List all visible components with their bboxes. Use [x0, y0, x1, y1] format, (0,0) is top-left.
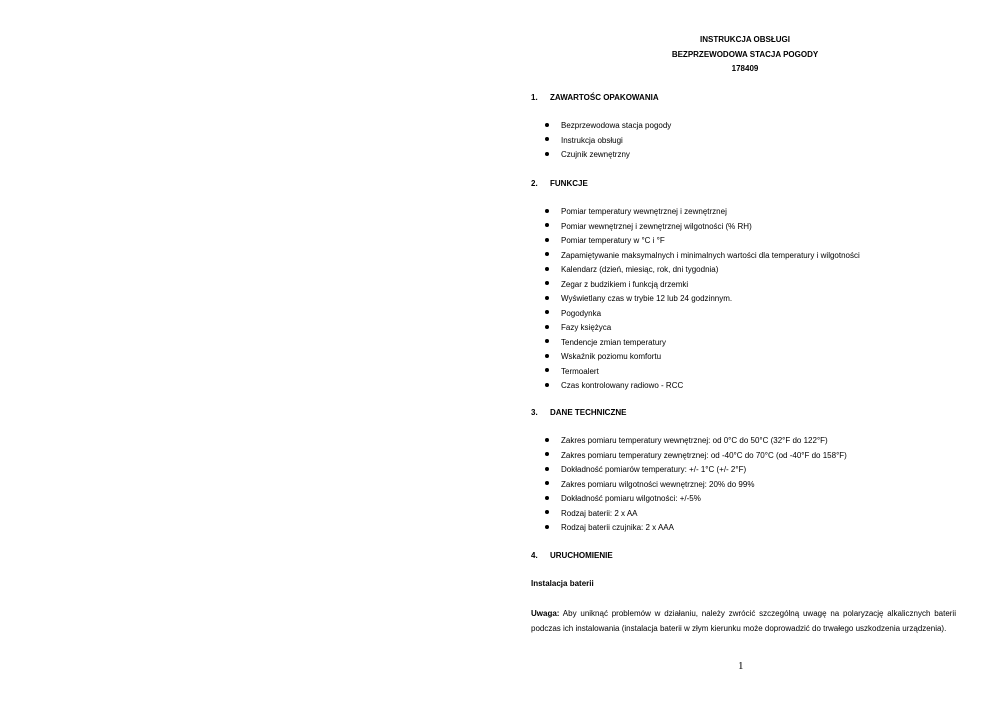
list-item: Dokładność pomiaru wilgotności: +/-5%	[545, 492, 847, 507]
list-item: Czas kontrolowany radiowo - RCC	[545, 379, 860, 394]
section-title: FUNKCJE	[550, 179, 588, 188]
bullet-icon	[545, 339, 549, 343]
list-item: Wskaźnik poziomu komfortu	[545, 350, 860, 365]
bullet-icon	[545, 223, 549, 227]
bullet-icon	[545, 496, 549, 500]
title-line-3: 178409	[731, 64, 759, 73]
list-item: Zakres pomiaru temperatury zewnętrznej: od -40°C do 70°C (od -40°F do 158°F)	[545, 449, 847, 464]
list-item: Pomiar wewnętrznej i zewnętrznej wilgotności (% RH)	[545, 220, 860, 235]
title-line-2: BEZPRZEWODOWA STACJA POGODY	[671, 49, 819, 59]
list-item: Termoalert	[545, 365, 860, 380]
list-item: Tendencje zmian temperatury	[545, 336, 860, 351]
section-title: URUCHOMIENIE	[550, 551, 613, 560]
page-number: 1	[738, 660, 744, 672]
section-heading-4	[531, 551, 613, 560]
bullet-icon	[545, 137, 549, 141]
section-title: ZAWARTOŚC OPAKOWANIA	[550, 93, 659, 102]
list-item: Pogodynka	[545, 307, 860, 322]
battery-install-subheading: Instalacja baterii	[531, 579, 594, 588]
bullet-icon	[545, 368, 549, 372]
bullet-icon	[545, 152, 549, 156]
bullet-icon	[545, 354, 549, 358]
list-item: Fazy księżyca	[545, 321, 860, 336]
section-heading-2	[531, 179, 588, 188]
list-item: Bezprzewodowa stacja pogody	[545, 119, 671, 134]
section-heading-3	[531, 408, 626, 417]
specs-list	[545, 434, 847, 536]
document-title	[530, 33, 960, 77]
list-item: Czujnik zewnętrzny	[545, 148, 671, 163]
section-number: 3.	[531, 408, 538, 417]
bullet-icon	[545, 267, 549, 271]
warning-note	[531, 606, 956, 636]
bullet-icon	[545, 325, 549, 329]
list-item: Wyświetlany czas w trybie 12 lub 24 godzinnym.	[545, 292, 860, 307]
bullet-icon	[545, 209, 549, 213]
bullet-icon	[545, 310, 549, 314]
list-item: Zapamiętywanie maksymalnych i minimalnych wartości dla temperatury i wilgotności	[545, 249, 860, 264]
list-item: Zakres pomiaru temperatury wewnętrznej: od 0°C do 50°C (32°F do 122°F)	[545, 434, 847, 449]
list-item: Rodzaj baterii czujnika: 2 x AAA	[545, 521, 847, 536]
contents-list	[545, 119, 671, 163]
list-item: Kalendarz (dzień, miesiąc, rok, dni tygodnia)	[545, 263, 860, 278]
bullet-icon	[545, 123, 549, 127]
section-number: 4.	[531, 551, 538, 560]
bullet-icon	[545, 296, 549, 300]
note-text: Aby uniknąć problemów w działaniu, należy zwrócić szczególną uwagę na polaryzację alkalicznych baterii podczas ich instalowania (instalacja baterii w złym kierunku może doprowadzić do trwałego uszkodzenia urządzenia).	[531, 609, 956, 633]
section-heading-1	[531, 93, 659, 102]
features-list	[545, 205, 860, 394]
section-number: 2.	[531, 179, 538, 188]
bullet-icon	[545, 510, 549, 514]
section-title: DANE TECHNICZNE	[550, 408, 627, 417]
bullet-icon	[545, 383, 549, 387]
list-item: Pomiar temperatury w °C i °F	[545, 234, 860, 249]
list-item: Dokładność pomiarów temperatury: +/- 1°C (+/- 2°F)	[545, 463, 847, 478]
note-label: Uwaga:	[531, 609, 560, 618]
section-number: 1.	[531, 93, 538, 102]
bullet-icon	[545, 438, 549, 442]
title-line-1: INSTRUKCJA OBSŁUGI	[700, 35, 790, 44]
list-item: Rodzaj baterii: 2 x AA	[545, 507, 847, 522]
bullet-icon	[545, 525, 549, 529]
list-item: Instrukcja obsługi	[545, 134, 671, 149]
list-item: Zegar z budzikiem i funkcją drzemki	[545, 278, 860, 293]
bullet-icon	[545, 252, 549, 256]
list-item: Zakres pomiaru wilgotności wewnętrznej: 20% do 99%	[545, 478, 847, 493]
bullet-icon	[545, 481, 549, 485]
bullet-icon	[545, 281, 549, 285]
bullet-icon	[545, 238, 549, 242]
list-item: Pomiar temperatury wewnętrznej i zewnętrznej	[545, 205, 860, 220]
bullet-icon	[545, 467, 549, 471]
bullet-icon	[545, 452, 549, 456]
